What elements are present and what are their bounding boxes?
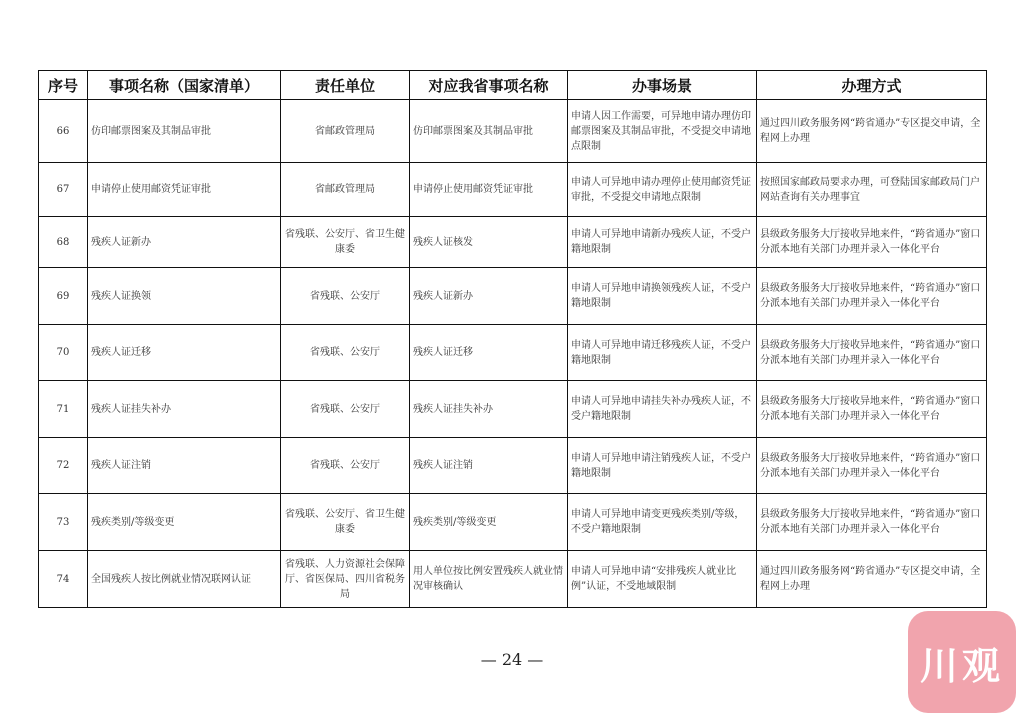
cell-scenario: 申请人可异地申请变更残疾类别/等级，不受户籍地限制 xyxy=(568,494,757,551)
cell-item-name: 申请停止使用邮资凭证审批 xyxy=(88,163,281,217)
cell-method: 县级政务服务大厅接收异地来件，“跨省通办”窗口分派本地有关部门办理并录入一体化平台 xyxy=(757,494,987,551)
cell-local-name: 残疾人证挂失补办 xyxy=(410,381,568,438)
page-number: — 24 — xyxy=(480,650,544,669)
cell-no: 69 xyxy=(39,268,88,325)
table-row xyxy=(39,381,987,438)
cell-unit: 省残联、公安厅、省卫生健康委 xyxy=(281,217,410,268)
cell-method: 县级政务服务大厅接收异地来件，“跨省通办”窗口分派本地有关部门办理并录入一体化平台 xyxy=(757,268,987,325)
cell-local-name: 残疾人证核发 xyxy=(410,217,568,268)
cell-method: 县级政务服务大厅接收异地来件，“跨省通办”窗口分派本地有关部门办理并录入一体化平台 xyxy=(757,438,987,494)
cell-local-name: 残疾类别/等级变更 xyxy=(410,494,568,551)
cell-unit: 省邮政管理局 xyxy=(281,100,410,163)
cell-item-name: 残疾人证新办 xyxy=(88,217,281,268)
header-local-item-name: 对应我省事项名称 xyxy=(410,71,568,100)
cell-method: 县级政务服务大厅接收异地来件，“跨省通办”窗口分派本地有关部门办理并录入一体化平台 xyxy=(757,381,987,438)
cell-unit: 省残联、人力资源社会保障厅、省医保局、四川省税务局 xyxy=(281,551,410,608)
table-row xyxy=(39,494,987,551)
chuanguan-logo xyxy=(908,611,1016,713)
cell-local-name: 申请停止使用邮资凭证审批 xyxy=(410,163,568,217)
header-method: 办理方式 xyxy=(757,71,987,100)
cell-item-name: 残疾人证换领 xyxy=(88,268,281,325)
table-row xyxy=(39,551,987,608)
cell-item-name: 残疾类别/等级变更 xyxy=(88,494,281,551)
cell-scenario: 申请人因工作需要，可异地申请办理仿印邮票图案及其制品审批，不受提交申请地点限制 xyxy=(568,100,757,163)
cell-method: 通过四川政务服务网“跨省通办”专区提交申请，全程网上办理 xyxy=(757,100,987,163)
header-no: 序号 xyxy=(39,71,88,100)
cell-item-name: 全国残疾人按比例就业情况联网认证 xyxy=(88,551,281,608)
cell-scenario: 申请人可异地申请换领残疾人证，不受户籍地限制 xyxy=(568,268,757,325)
table-row xyxy=(39,163,987,217)
cell-scenario: 申请人可异地申请新办残疾人证，不受户籍地限制 xyxy=(568,217,757,268)
cell-unit: 省残联、公安厅 xyxy=(281,381,410,438)
cell-no: 67 xyxy=(39,163,88,217)
cell-no: 70 xyxy=(39,325,88,381)
cell-no: 68 xyxy=(39,217,88,268)
header-responsible-unit: 责任单位 xyxy=(281,71,410,100)
cell-scenario: 申请人可异地申请挂失补办残疾人证，不受户籍地限制 xyxy=(568,381,757,438)
cell-item-name: 仿印邮票图案及其制品审批 xyxy=(88,100,281,163)
table-row xyxy=(39,268,987,325)
logo-text: 川观 xyxy=(919,643,1004,688)
cell-scenario: 申请人可异地申请办理停止使用邮资凭证审批，不受提交申请地点限制 xyxy=(568,163,757,217)
cell-scenario: 申请人可异地申请迁移残疾人证，不受户籍地限制 xyxy=(568,325,757,381)
table-header-row xyxy=(39,71,987,100)
cell-unit: 省残联、公安厅 xyxy=(281,438,410,494)
table-row xyxy=(39,217,987,268)
cell-item-name: 残疾人证挂失补办 xyxy=(88,381,281,438)
cell-local-name: 残疾人证迁移 xyxy=(410,325,568,381)
table-row xyxy=(39,325,987,381)
cell-no: 73 xyxy=(39,494,88,551)
service-table xyxy=(38,70,987,608)
cell-method: 按照国家邮政局要求办理，可登陆国家邮政局门户网站查询有关办理事宜 xyxy=(757,163,987,217)
table-row xyxy=(39,438,987,494)
cell-no: 72 xyxy=(39,438,88,494)
cell-local-name: 残疾人证注销 xyxy=(410,438,568,494)
cell-item-name: 残疾人证注销 xyxy=(88,438,281,494)
cell-no: 71 xyxy=(39,381,88,438)
cell-unit: 省残联、公安厅 xyxy=(281,325,410,381)
cell-no: 74 xyxy=(39,551,88,608)
cell-unit: 省残联、公安厅、省卫生健康委 xyxy=(281,494,410,551)
cell-method: 县级政务服务大厅接收异地来件，“跨省通办”窗口分派本地有关部门办理并录入一体化平台 xyxy=(757,325,987,381)
cell-no: 66 xyxy=(39,100,88,163)
cell-scenario: 申请人可异地申请注销残疾人证，不受户籍地限制 xyxy=(568,438,757,494)
cell-item-name: 残疾人证迁移 xyxy=(88,325,281,381)
cell-local-name: 残疾人证新办 xyxy=(410,268,568,325)
cell-unit: 省残联、公安厅 xyxy=(281,268,410,325)
cell-scenario: 申请人可异地申请“安排残疾人就业比例”认证，不受地域限制 xyxy=(568,551,757,608)
cell-local-name: 仿印邮票图案及其制品审批 xyxy=(410,100,568,163)
cell-method: 通过四川政务服务网“跨省通办”专区提交申请，全程网上办理 xyxy=(757,551,987,608)
header-item-name: 事项名称（国家清单） xyxy=(88,71,281,100)
cell-unit: 省邮政管理局 xyxy=(281,163,410,217)
cell-method: 县级政务服务大厅接收异地来件，“跨省通办”窗口分派本地有关部门办理并录入一体化平台 xyxy=(757,217,987,268)
header-scenario: 办事场景 xyxy=(568,71,757,100)
cell-local-name: 用人单位按比例安置残疾人就业情况审核确认 xyxy=(410,551,568,608)
table-row xyxy=(39,100,987,163)
